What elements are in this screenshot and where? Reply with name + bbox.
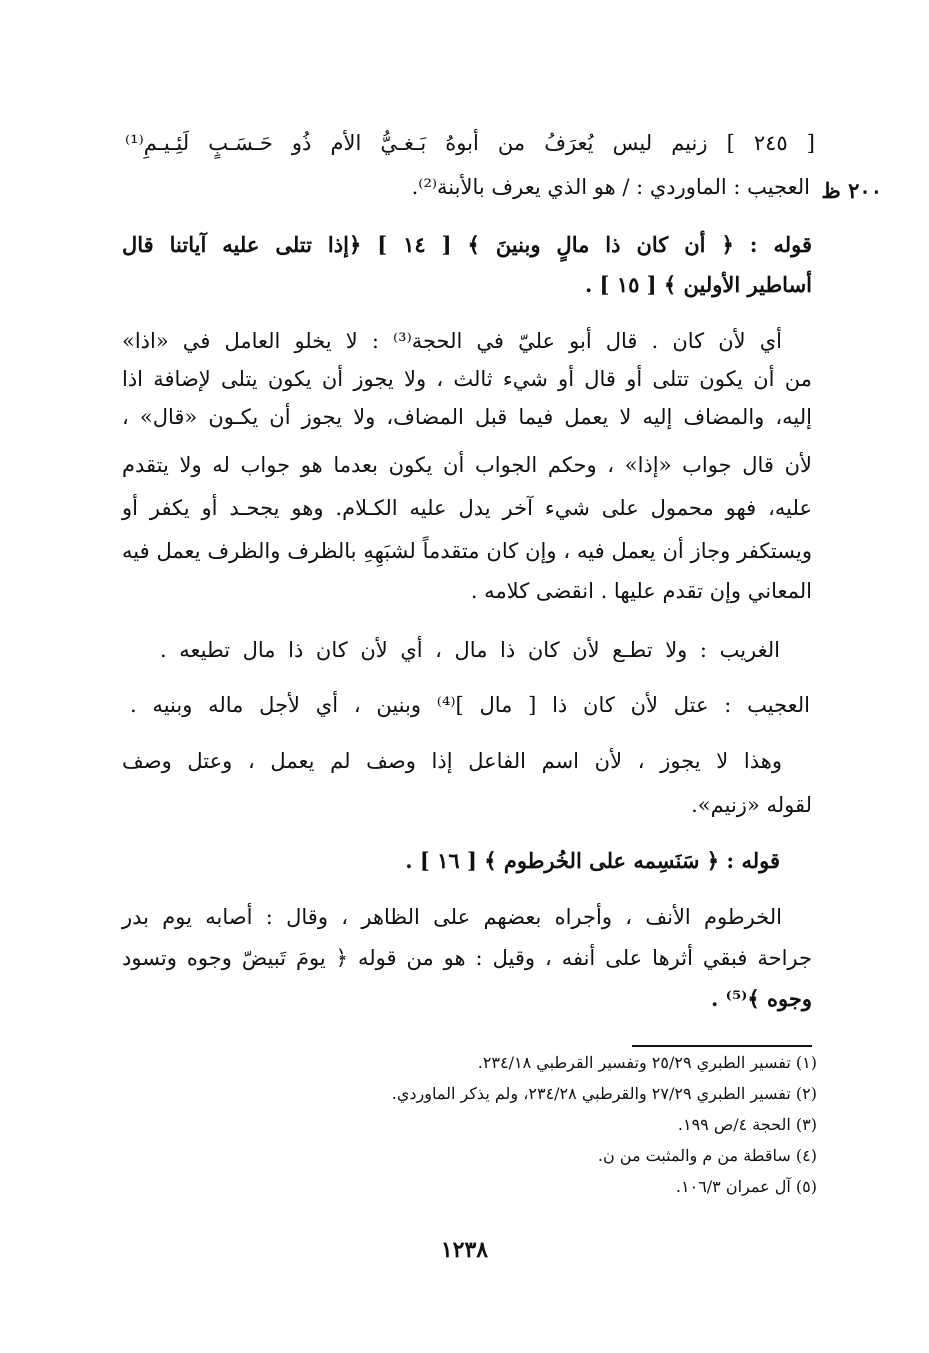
footnote: (٤) ساقطة من م والمثبت من ن. — [597, 1146, 817, 1165]
footnote-separator — [632, 1045, 812, 1047]
verse-line: [ ٢٤٥ ] زنيم ليس يُعرَفُ من أبوهُ بَـغـيُّ الأم ذُو حَـسَـبٍ لَئِـيـمِ⁽¹⁾ — [125, 131, 815, 155]
page-number: ١٢٣٨ — [440, 1237, 489, 1263]
quran-quote-line: قوله : ﴿ سَنَسِمه على الخُرطوم ﴾ [ ١٦ ] . — [405, 848, 780, 873]
text-line: العجيب : الماوردي : / هو الذي يعرف بالأبنة⁽²⁾. — [411, 175, 810, 199]
text-line: المعاني وإن تقدم عليها . انقضى كلامه . — [470, 579, 812, 603]
quran-quote-line: وجوه ﴾⁽⁵⁾ . — [711, 986, 812, 1011]
footnote: (١) تفسير الطبري ٢٥/٢٩ وتفسير القرطبي ٢٣٤/١٨. — [477, 1053, 817, 1072]
text-line: من أن يكون تتلى أو قال أو شيء ثالث ، ولا يجوز أن يكون يتلى لإضافة اذا — [122, 367, 812, 391]
text-line: ويستكفر وجاز أن يعمل فيه ، وإن كان متقدماً لشبَهِهِ بالظرف والظرف يعمل فيه — [122, 539, 812, 563]
text-line: إليه، والمضاف إليه لا يعمل فيما قبل المضاف، ولا يجوز أن يكـون «قال» ، — [122, 405, 812, 429]
footnote: (٥) آل عمران ١٠٦/٣. — [675, 1177, 817, 1196]
text-line: لأن قال جواب «إذا» ، وحكم الجواب أن يكون بعدما هو جواب له ولا يتقدم — [122, 453, 812, 477]
footnote: (٢) تفسير الطبري ٢٧/٢٩ والقرطبي ٢٣٤/٢٨، ولم يذكر الماوردي. — [391, 1084, 817, 1103]
text-line: لقوله «زنيم». — [691, 793, 812, 817]
margin-folio-note: ٢٠٠ ظ — [821, 178, 882, 203]
text-line: وهذا لا يجوز ، لأن اسم الفاعل إذا وصف لم يعمل ، وعتل وصف — [122, 749, 782, 773]
footnote: (٣) الحجة ٤/ص ١٩٩. — [677, 1115, 817, 1134]
text-line: الغريب : ولا تطـع لأن كان ذا مال ، أي لأن كان ذا مال تطيعه . — [160, 638, 780, 662]
text-line: العجيب : عتل لأن كان ذا [ مال ]⁽⁴⁾ وبنين ، أي لأجل ماله وبنيه . — [130, 693, 811, 717]
text-line: عليه، فهو محمول على شيء آخر يدل عليه الكـلام. وهو يجحـد أو يكفر أو — [122, 496, 812, 520]
text-line: أي لأن كان . قال أبو عليّ في الحجة⁽³⁾ : لا يخلو العامل في «اذا» — [122, 329, 783, 353]
quran-quote-line: أساطير الأولين ﴾ [ ١٥ ] . — [584, 272, 812, 297]
text-line: الخرطوم الأنف ، وأجراه بعضهم على الظاهر ، وقال : أصابه يوم بدر — [122, 905, 782, 929]
quran-quote-line: قوله : ﴿ أن كان ذا مالٍ وبنينَ ﴾ [ ١٤ ] ﴿إذا تتلى عليه آياتنا قال — [122, 232, 812, 257]
text-line: جراحة فبقي أثرها على أنفه ، وقيل : هو من قوله ﴿ يومَ تَبيضّ وجوه وتسود — [122, 946, 812, 970]
